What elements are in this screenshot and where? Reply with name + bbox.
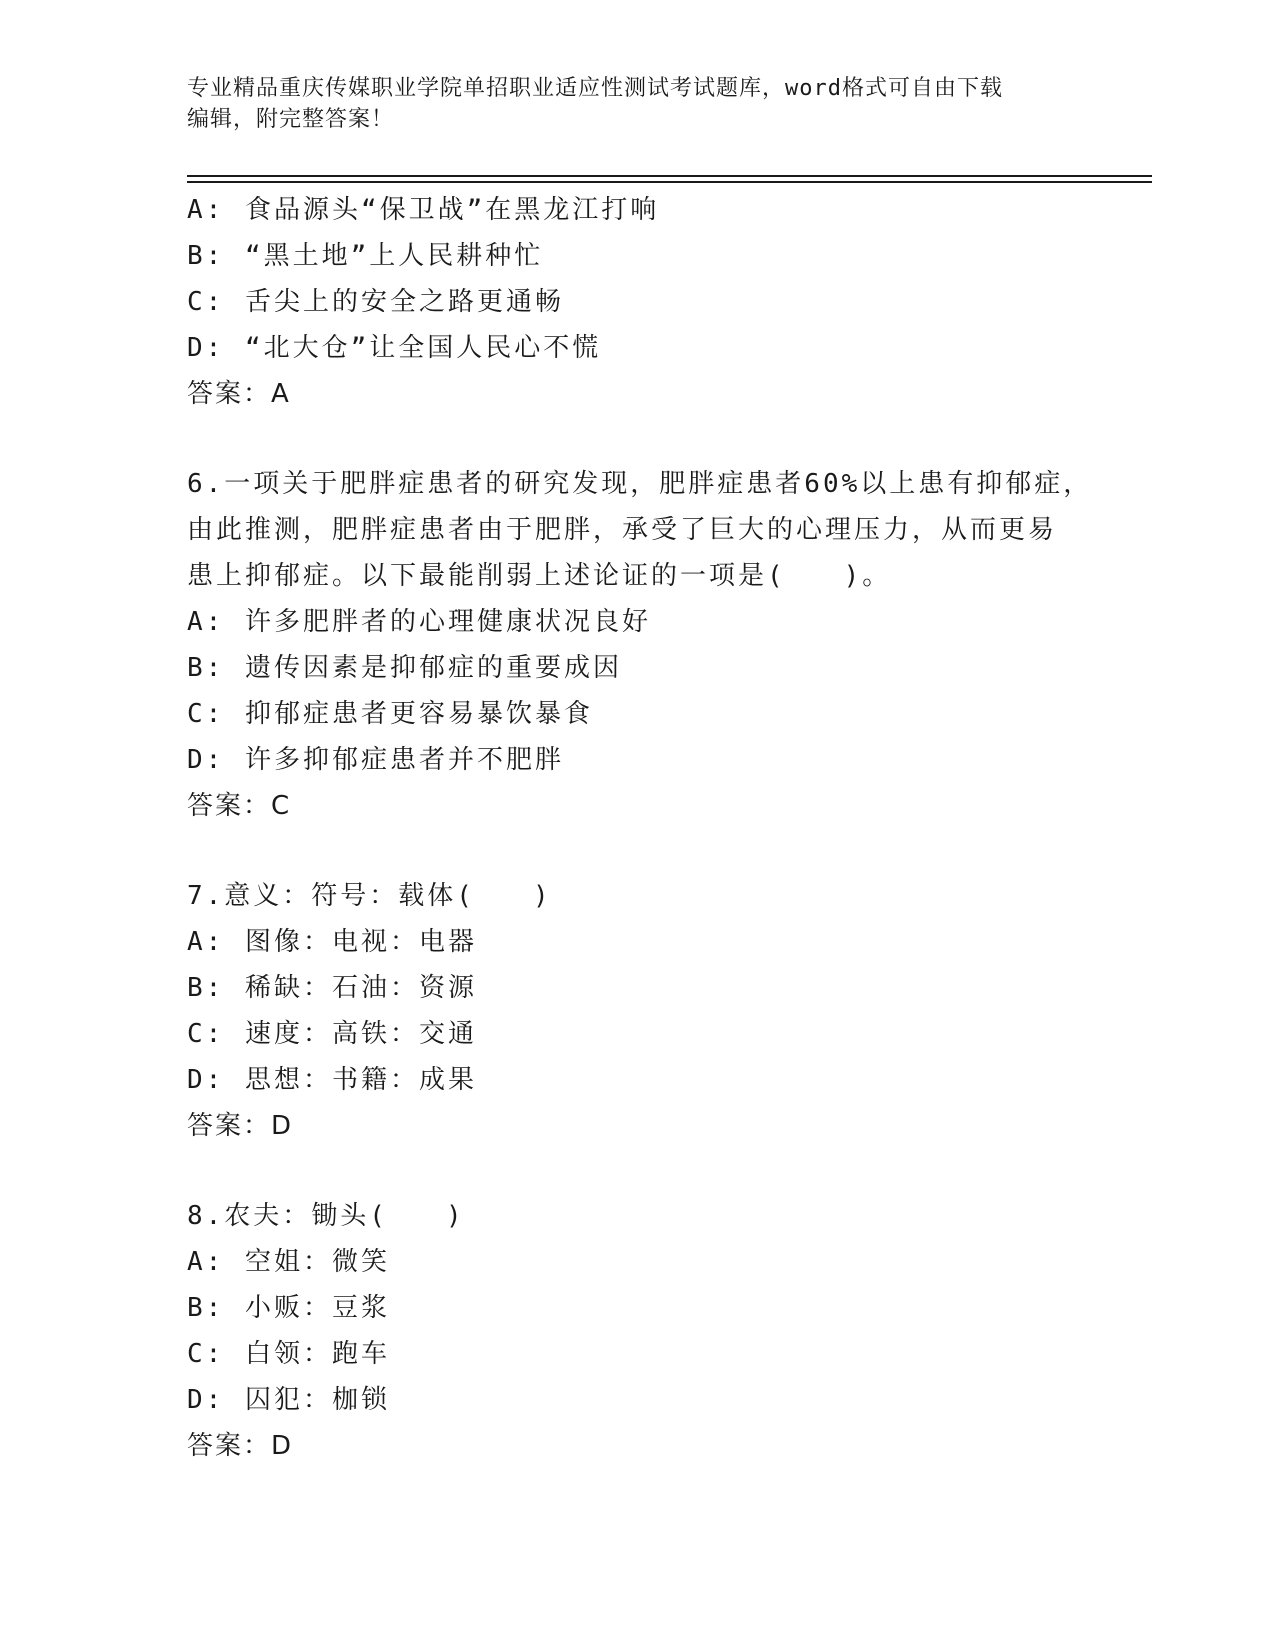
spacer: [187, 417, 1087, 461]
answer: [187, 783, 1087, 829]
option-text: 食品源头“保卫战”在黑龙江打响: [245, 195, 660, 225]
answer-value: A: [271, 379, 292, 409]
option-letter: B:: [187, 973, 225, 1003]
option-letter: D:: [187, 1385, 225, 1415]
option-text: 抑郁症患者更容易暴饮暴食: [245, 699, 594, 729]
answer-value: C: [271, 791, 293, 821]
option-text: 许多抑郁症患者并不肥胖: [245, 745, 565, 775]
option-a: [187, 599, 1087, 645]
option-letter: D:: [187, 1065, 225, 1095]
spacer: [187, 829, 1087, 873]
option-letter: C:: [187, 1339, 225, 1369]
option-text: 遗传因素是抑郁症的重要成因: [245, 653, 623, 683]
question-7: [187, 873, 1087, 1149]
option-a: [187, 1239, 1087, 1285]
option-a: [187, 187, 1087, 233]
answer-label: 答案：: [187, 791, 272, 821]
option-c: [187, 1011, 1087, 1057]
option-d: [187, 325, 1087, 371]
answer: [187, 1423, 1087, 1469]
option-d: [187, 1377, 1087, 1423]
option-letter: A:: [187, 195, 225, 225]
answer-label: 答案：: [187, 379, 272, 409]
option-text: 白领：跑车: [245, 1339, 391, 1369]
answer-label: 答案：: [187, 1111, 272, 1141]
option-text: “黑土地”上人民耕种忙: [245, 241, 544, 271]
option-text: 舌尖上的安全之路更通畅: [245, 287, 565, 317]
stem-line: 患上抑郁症。以下最能削弱上述论证的一项是( )。: [187, 561, 892, 591]
option-b: [187, 1285, 1087, 1331]
answer-value: D: [271, 1111, 295, 1141]
stem-line: 由此推测，肥胖症患者由于肥胖，承受了巨大的心理压力，从而更易: [187, 515, 1058, 545]
header-divider-bottom: [187, 181, 1152, 183]
option-letter: D:: [187, 745, 225, 775]
option-letter: A:: [187, 1247, 225, 1277]
option-letter: B:: [187, 241, 225, 271]
option-d: [187, 1057, 1087, 1103]
answer-label: 答案：: [187, 1431, 272, 1461]
option-text: 速度：高铁：交通: [245, 1019, 478, 1049]
document-body: [187, 187, 1093, 1469]
option-d: [187, 737, 1087, 783]
question-stem: 7.意义：符号：载体( ): [187, 881, 552, 911]
option-text: 图像：电视：电器: [245, 927, 478, 957]
option-letter: A:: [187, 927, 225, 957]
option-text: 稀缺：石油：资源: [245, 973, 478, 1003]
option-a: [187, 919, 1087, 965]
answer: [187, 371, 1087, 417]
option-text: 小贩：豆浆: [245, 1293, 391, 1323]
header-divider-top: [187, 175, 1152, 177]
answer-value: D: [271, 1431, 295, 1461]
option-c: [187, 279, 1087, 325]
question-stem: 8.农夫：锄头( ): [187, 1201, 465, 1231]
header-line-2: 编辑，附完整答案！: [187, 107, 395, 132]
option-letter: D:: [187, 333, 225, 363]
question-5: [187, 187, 1087, 417]
option-b: [187, 645, 1087, 691]
header-line-1: 专业精品重庆传媒职业学院单招职业适应性测试考试题库，word格式可自由下载: [187, 76, 1003, 101]
option-letter: B:: [187, 1293, 225, 1323]
spacer: [187, 1149, 1087, 1193]
option-b: [187, 233, 1087, 279]
option-letter: C:: [187, 287, 225, 317]
option-letter: C:: [187, 1019, 225, 1049]
answer: [187, 1103, 1087, 1149]
option-text: 空姐：微笑: [245, 1247, 391, 1277]
option-text: 囚犯：枷锁: [245, 1385, 391, 1415]
option-b: [187, 965, 1087, 1011]
option-text: 思想：书籍：成果: [245, 1065, 478, 1095]
stem-line: 6.一项关于肥胖症患者的研究发现，肥胖症患者60%以上患有抑郁症，: [187, 469, 1093, 499]
option-c: [187, 1331, 1087, 1377]
question-8: [187, 1193, 1087, 1469]
option-letter: B:: [187, 653, 225, 683]
question-stem: [187, 461, 1093, 599]
option-c: [187, 691, 1087, 737]
option-letter: C:: [187, 699, 225, 729]
option-letter: A:: [187, 607, 225, 637]
option-text: “北大仓”让全国人民心不慌: [245, 333, 602, 363]
question-6: [187, 461, 1093, 829]
page-header: [187, 73, 1067, 135]
option-text: 许多肥胖者的心理健康状况良好: [245, 607, 652, 637]
